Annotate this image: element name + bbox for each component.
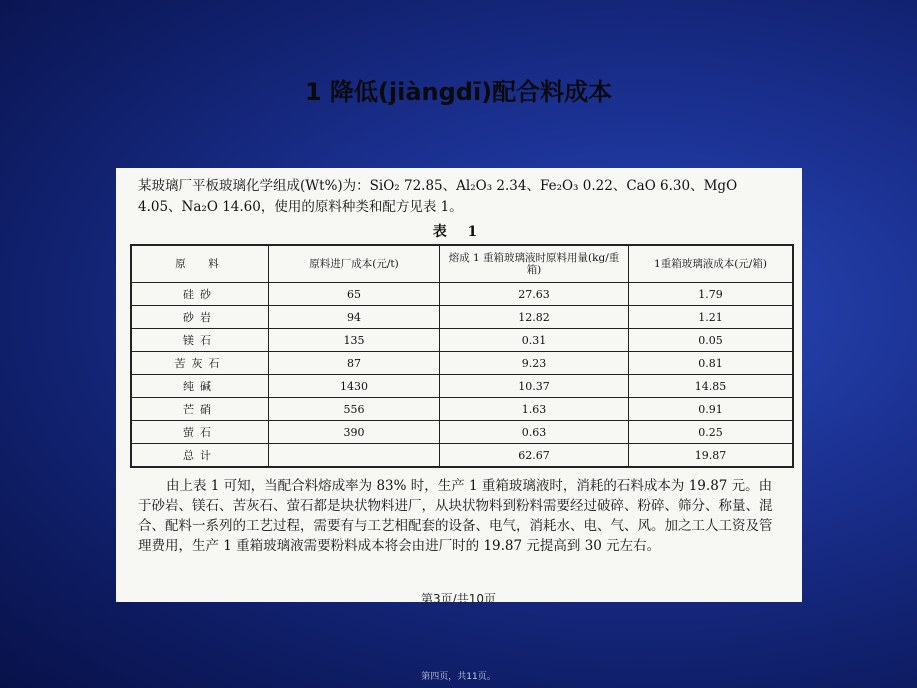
cell-purchase-cost: 1430 bbox=[269, 375, 440, 398]
table-row bbox=[131, 306, 793, 329]
header-material: 原 料 bbox=[131, 245, 269, 283]
cell-unit-cost: 1.21 bbox=[629, 306, 794, 329]
cell-material: 总计 bbox=[131, 444, 269, 468]
cell-unit-cost: 14.85 bbox=[629, 375, 794, 398]
cell-unit-cost: 0.25 bbox=[629, 421, 794, 444]
intro-paragraph: 某玻璃厂平板玻璃化学组成(Wt%)为：SiO₂ 72.85、Al₂O₃ 2.34、Fe₂O₃ 0.22、CaO 6.30、MgO 4.05、Na₂O 14.60，使用的原料种类和配方见表 1。 bbox=[138, 178, 738, 215]
cell-unit-cost: 19.87 bbox=[629, 444, 794, 468]
cell-usage: 10.37 bbox=[440, 375, 629, 398]
slide-footer: 第四页，共11页。 bbox=[421, 672, 496, 682]
cell-unit-cost: 0.81 bbox=[629, 352, 794, 375]
cell-purchase-cost: 87 bbox=[269, 352, 440, 375]
table-row bbox=[131, 421, 793, 444]
header-purchase-cost: 原料进厂成本(元/t) bbox=[269, 245, 440, 283]
slide-title: 1 降低(jiàngdī)配合料成本 bbox=[304, 78, 613, 106]
cell-material: 苦灰石 bbox=[131, 352, 269, 375]
table-body bbox=[131, 283, 793, 468]
conclusion-paragraph: 由上表 1 可知，当配合料熔成率为 83% 时，生产 1 重箱玻璃液时，消耗的石料成本为 19.87 元。由于砂岩、镁石、苦灰石、萤石都是块状物料进厂，从块状物料到粉料需要经过破碎、粉碎、筛分、称量、混合、配料一系列的工艺过程，需要有与工艺相配套的设备、电气，消耗水、电、气、风。加之工人工资及管理费用，生产 1 重箱玻璃液需要粉料成本将会由进厂时的 19.87 元提高到 30 元左右。 bbox=[138, 478, 773, 554]
cell-material: 砂岩 bbox=[131, 306, 269, 329]
table-row bbox=[131, 444, 793, 468]
cell-material: 纯碱 bbox=[131, 375, 269, 398]
scanned-document bbox=[116, 168, 802, 602]
page-indicator: 第3页/共10页 bbox=[421, 592, 496, 606]
cell-usage: 27.63 bbox=[440, 283, 629, 306]
header-usage: 熔成 1 重箱玻璃液时原料用量(kg/重箱) bbox=[440, 245, 629, 283]
cost-table bbox=[130, 244, 794, 468]
cell-unit-cost: 0.91 bbox=[629, 398, 794, 421]
cell-unit-cost: 1.79 bbox=[629, 283, 794, 306]
table-caption: 表 1 bbox=[432, 224, 486, 240]
cell-purchase-cost bbox=[269, 444, 440, 468]
table-header-row bbox=[131, 245, 793, 283]
cell-purchase-cost: 135 bbox=[269, 329, 440, 352]
table-row bbox=[131, 283, 793, 306]
cell-material: 萤石 bbox=[131, 421, 269, 444]
header-unit-cost: 1重箱玻璃液成本(元/箱) bbox=[629, 245, 794, 283]
cell-usage: 9.23 bbox=[440, 352, 629, 375]
cell-usage: 12.82 bbox=[440, 306, 629, 329]
cell-usage: 62.67 bbox=[440, 444, 629, 468]
table-row bbox=[131, 375, 793, 398]
cell-usage: 1.63 bbox=[440, 398, 629, 421]
cell-material: 镁石 bbox=[131, 329, 269, 352]
cell-purchase-cost: 390 bbox=[269, 421, 440, 444]
cell-usage: 0.63 bbox=[440, 421, 629, 444]
cell-usage: 0.31 bbox=[440, 329, 629, 352]
cell-purchase-cost: 556 bbox=[269, 398, 440, 421]
cell-unit-cost: 0.05 bbox=[629, 329, 794, 352]
cell-material: 硅砂 bbox=[131, 283, 269, 306]
table-row bbox=[131, 329, 793, 352]
cell-material: 芒硝 bbox=[131, 398, 269, 421]
table-row bbox=[131, 398, 793, 421]
cell-purchase-cost: 65 bbox=[269, 283, 440, 306]
cell-purchase-cost: 94 bbox=[269, 306, 440, 329]
table-row bbox=[131, 352, 793, 375]
